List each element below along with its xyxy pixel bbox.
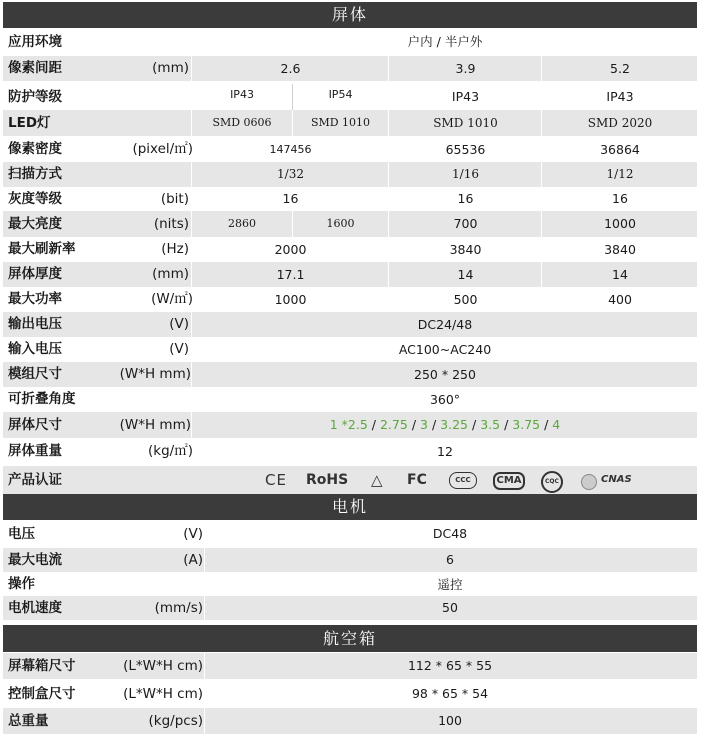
row-label: 扫描方式 bbox=[8, 166, 62, 182]
row-unit: (W*H mm) bbox=[119, 417, 191, 433]
row-environment bbox=[3, 30, 697, 54]
section-header-flightcase: 航空箱 bbox=[3, 625, 697, 652]
row-screen-size bbox=[3, 412, 697, 438]
ccc-mark-icon: CCC bbox=[449, 472, 477, 489]
row-control-box-size bbox=[3, 681, 697, 707]
row-ip-rating bbox=[3, 84, 697, 110]
row-label: 屏体重量 bbox=[8, 443, 62, 459]
row-unit: (mm) bbox=[152, 60, 189, 76]
value-col3: 36864 bbox=[600, 142, 640, 157]
row-label: 输入电压 bbox=[8, 341, 62, 357]
ce-mark-icon: CE bbox=[265, 471, 287, 489]
value-col2: 65536 bbox=[445, 142, 486, 157]
ilac-mark-icon bbox=[581, 474, 597, 490]
separator: / bbox=[544, 417, 549, 432]
row-value: 遥控 bbox=[437, 577, 463, 592]
value-col2: IP43 bbox=[451, 89, 480, 104]
row-label: 应用环境 bbox=[8, 34, 62, 50]
row-label: 像素间距 bbox=[8, 60, 62, 76]
row-pixel-density bbox=[3, 137, 697, 162]
row-label: 最大电流 bbox=[8, 552, 62, 568]
row-value: 112 * 65 * 55 bbox=[407, 658, 493, 673]
triangle-mark-icon: △ bbox=[371, 471, 383, 489]
row-label: 电压 bbox=[8, 526, 35, 542]
value-col1b: IP54 bbox=[328, 88, 353, 101]
row-unit: (pixel/㎡) bbox=[132, 141, 193, 157]
certification-marks bbox=[3, 466, 697, 494]
row-input-voltage bbox=[3, 337, 697, 362]
row-unit: (mm) bbox=[152, 266, 189, 282]
row-value: 户内 / 半户外 bbox=[407, 34, 483, 49]
row-label: 像素密度 bbox=[8, 141, 62, 157]
value-col1: 16 bbox=[282, 191, 299, 206]
value-col1: 17.1 bbox=[276, 267, 305, 282]
row-label: 灰度等级 bbox=[8, 191, 62, 207]
row-gray-level bbox=[3, 187, 697, 211]
row-unit: (Hz) bbox=[161, 241, 189, 257]
value-col2: 1/16 bbox=[452, 167, 479, 181]
size-option: 3 bbox=[420, 417, 428, 432]
row-value: AC100~AC240 bbox=[398, 342, 492, 357]
row-thickness bbox=[3, 262, 697, 287]
row-label: 最大刷新率 bbox=[8, 241, 76, 257]
value-col3: SMD 2020 bbox=[587, 116, 653, 130]
value-col3: IP43 bbox=[606, 89, 634, 104]
row-label: 屏体厚度 bbox=[8, 266, 62, 282]
row-scan-mode bbox=[3, 162, 697, 187]
row-screen-case-size bbox=[3, 653, 697, 679]
value-col2: 3840 bbox=[449, 242, 482, 257]
value-col1: 1/32 bbox=[277, 167, 304, 181]
value-col1b: 1600 bbox=[326, 217, 355, 230]
row-label: 总重量 bbox=[8, 713, 49, 729]
row-label: LED灯 bbox=[8, 115, 51, 131]
row-unit: (L*W*H cm) bbox=[123, 686, 203, 702]
row-led bbox=[3, 110, 697, 136]
row-value: 12 bbox=[437, 444, 453, 459]
row-max-power bbox=[3, 287, 697, 312]
size-option: 3.75 bbox=[512, 417, 541, 432]
section-header-screen: 屏体 bbox=[3, 2, 697, 28]
value-col2: 500 bbox=[453, 292, 478, 307]
row-unit: (V) bbox=[169, 316, 189, 332]
size-option: 2.75 bbox=[379, 417, 408, 432]
size-option: 1 *2.5 bbox=[329, 417, 368, 432]
row-value: 360° bbox=[429, 392, 461, 407]
value-col2: 3.9 bbox=[455, 61, 476, 76]
row-certification bbox=[3, 466, 697, 494]
cnas-mark-icon: CNAS bbox=[601, 474, 632, 485]
row-label: 可折叠角度 bbox=[8, 391, 76, 407]
row-module-size bbox=[3, 362, 697, 387]
value-col3: 14 bbox=[612, 267, 628, 282]
section-header-motor: 电机 bbox=[3, 494, 697, 520]
row-label: 产品认证 bbox=[8, 472, 62, 488]
value-col1a: 2860 bbox=[228, 217, 256, 230]
row-label: 最大功率 bbox=[8, 291, 62, 307]
separator: / bbox=[504, 417, 509, 432]
row-label: 屏幕箱尺寸 bbox=[8, 658, 76, 674]
fcc-mark-icon: FC bbox=[407, 472, 427, 488]
value-col1: 2000 bbox=[274, 242, 307, 257]
cqc-mark-icon: CQC bbox=[541, 471, 563, 493]
row-label: 模组尺寸 bbox=[8, 366, 62, 382]
row-unit: (L*W*H cm) bbox=[123, 658, 203, 674]
size-option: 4 bbox=[552, 417, 561, 432]
cma-mark-icon: CMA bbox=[493, 472, 525, 490]
row-unit: (A) bbox=[183, 552, 203, 568]
row-label: 防护等级 bbox=[8, 89, 62, 105]
row-unit: (mm/s) bbox=[154, 600, 203, 616]
row-unit: (W/㎡) bbox=[151, 291, 193, 307]
value-col1: 2.6 bbox=[280, 61, 301, 76]
value-col1: 147456 bbox=[269, 143, 312, 156]
value-col2: 16 bbox=[457, 191, 474, 206]
row-total-weight bbox=[3, 708, 697, 734]
row-value: 100 bbox=[438, 713, 462, 728]
screen-size-values bbox=[193, 412, 697, 438]
value-col3: 3840 bbox=[604, 242, 636, 257]
separator: / bbox=[471, 417, 477, 432]
value-col1a: IP43 bbox=[230, 88, 254, 101]
row-unit: (W*H mm) bbox=[119, 366, 191, 382]
value-col1b: SMD 1010 bbox=[310, 116, 371, 129]
rohs-mark-icon: RoHS bbox=[306, 472, 349, 488]
row-unit: (nits) bbox=[153, 216, 189, 232]
row-label: 操作 bbox=[8, 576, 35, 592]
row-unit: (kg/pcs) bbox=[148, 713, 203, 729]
row-motor-current bbox=[3, 548, 697, 572]
row-unit: (V) bbox=[169, 341, 189, 357]
row-value: DC48 bbox=[432, 526, 468, 541]
value-col2: SMD 1010 bbox=[433, 116, 498, 130]
row-output-voltage bbox=[3, 312, 697, 337]
size-option: 3.5 bbox=[480, 417, 501, 432]
row-fold-angle bbox=[3, 387, 697, 412]
row-label: 最大亮度 bbox=[8, 216, 62, 232]
row-unit: (kg/㎡) bbox=[148, 443, 193, 459]
row-unit: (bit) bbox=[160, 191, 189, 207]
value-col3: 1000 bbox=[604, 216, 636, 231]
value-col1: 1000 bbox=[274, 292, 307, 307]
row-motor-voltage bbox=[3, 521, 697, 547]
value-col3: 1/12 bbox=[606, 167, 634, 181]
row-value: 250 * 250 bbox=[414, 367, 476, 382]
value-col3: 400 bbox=[608, 292, 632, 307]
size-option: 3.25 bbox=[440, 417, 468, 432]
separator: / bbox=[371, 417, 376, 432]
row-value: 6 bbox=[446, 552, 454, 567]
row-label: 电机速度 bbox=[8, 600, 62, 616]
separator: / bbox=[431, 417, 437, 432]
row-pixel-pitch bbox=[3, 56, 697, 81]
separator: / bbox=[411, 417, 417, 432]
row-motor-operation bbox=[3, 574, 697, 595]
row-label: 控制盒尺寸 bbox=[8, 686, 76, 702]
value-col1a: SMD 0606 bbox=[212, 116, 272, 129]
value-col3: 16 bbox=[612, 191, 628, 206]
row-motor-speed bbox=[3, 596, 697, 620]
value-col2: 14 bbox=[457, 267, 474, 282]
row-refresh-rate bbox=[3, 237, 697, 262]
value-col3: 5.2 bbox=[610, 61, 630, 76]
row-value: 50 bbox=[442, 600, 458, 615]
row-screen-weight bbox=[3, 438, 697, 465]
row-max-brightness bbox=[3, 211, 697, 237]
row-label: 屏体尺寸 bbox=[8, 417, 62, 433]
value-col2: 700 bbox=[453, 216, 478, 231]
row-value: DC24/48 bbox=[417, 317, 473, 332]
row-unit: (V) bbox=[183, 526, 203, 542]
row-label: 输出电压 bbox=[8, 316, 62, 332]
row-value: 98 * 65 * 54 bbox=[411, 686, 489, 701]
